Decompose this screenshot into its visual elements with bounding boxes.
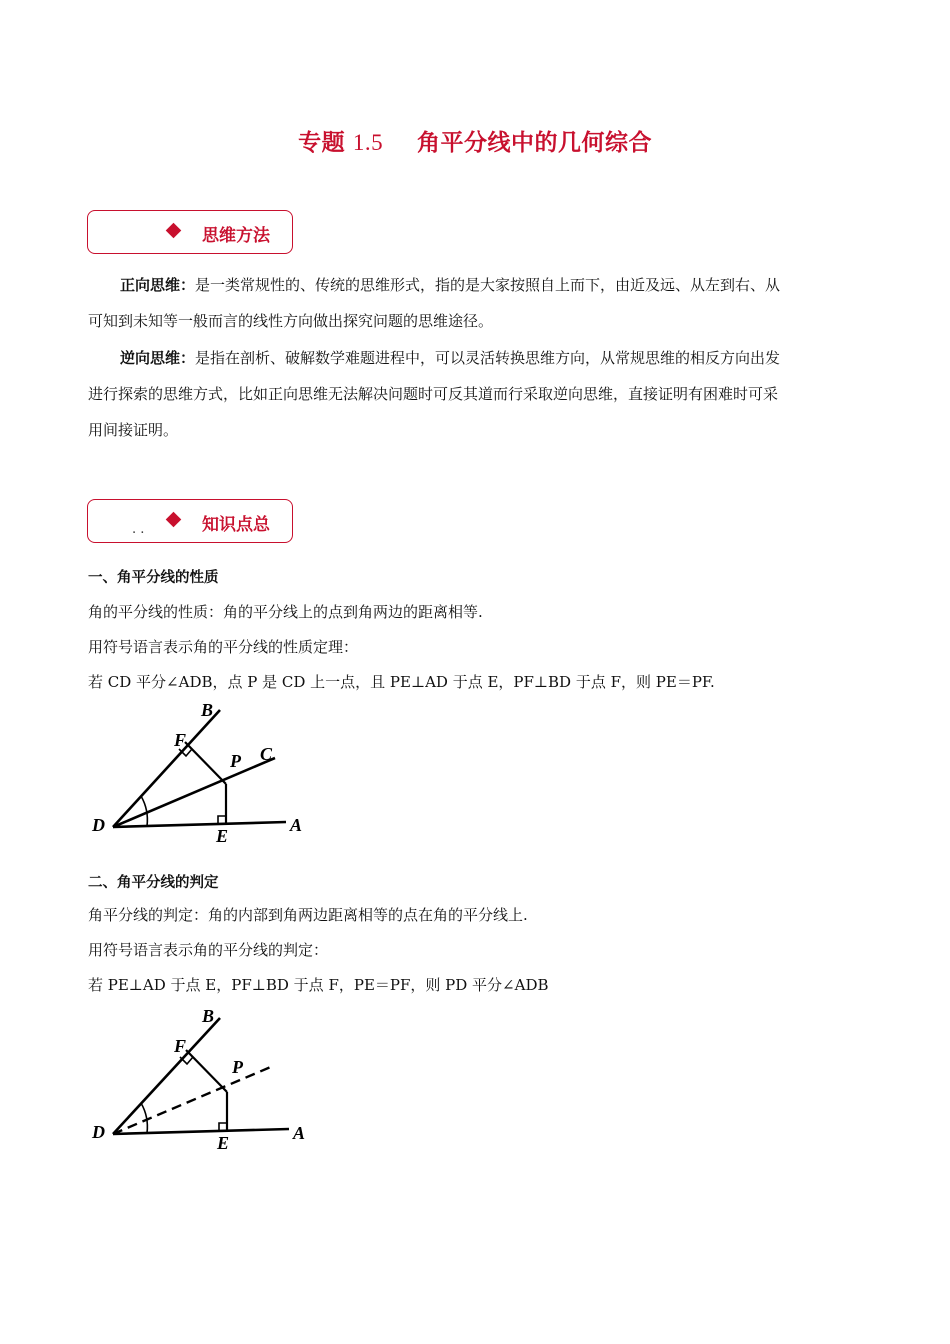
label-F: F <box>174 1036 187 1056</box>
label-P: P <box>230 751 241 771</box>
angle-arc <box>141 1103 147 1133</box>
judgement-line-2: 用符号语言表示角的平分线的判定： <box>88 941 329 959</box>
property-line-2: 用符号语言表示角的平分线的性质定理： <box>88 638 359 656</box>
section-dots: . . <box>132 522 145 537</box>
angle-bisector-property-figure <box>85 700 325 850</box>
ray-DA <box>113 1129 289 1134</box>
diamond-icon <box>166 223 182 239</box>
label-B: B <box>202 1006 215 1026</box>
forward-thinking-paragraph <box>88 267 862 339</box>
property-line-1: 角的平分线的性质：角的平分线上的点到角两边的距离相等. <box>88 603 483 621</box>
label-E: E <box>217 1133 230 1153</box>
section-label: 知识点总 <box>202 515 270 535</box>
property-heading: 一、角平分线的性质 <box>88 570 219 586</box>
reverse-line-3: 用间接证明。 <box>88 421 179 439</box>
forward-term: 正向思维： <box>120 276 196 294</box>
label-B: B <box>201 700 214 720</box>
label-F: F <box>174 730 187 750</box>
title-prefix: 专题 <box>298 130 346 156</box>
label-A: A <box>293 1123 306 1143</box>
page-title <box>0 124 950 157</box>
judgement-heading: 二、角平分线的判定 <box>88 875 219 891</box>
label-D: D <box>92 815 105 835</box>
ray-DA <box>113 822 286 827</box>
reverse-line-1: 是指在剖析、破解数学难题进程中，可以灵活转换思维方向，从常规思维的相反方向出发 <box>195 349 781 367</box>
section-box-thinking-methods <box>87 210 293 254</box>
forward-line-1: 是一类常规性的、传统的思维形式，指的是大家按照自上而下，由近及远、从左到右、从 <box>195 276 781 294</box>
title-number: 1.5 <box>352 130 384 155</box>
reverse-line-2: 进行探索的思维方式，比如正向思维无法解决问题时可反其道而行采取逆向思维，直接证明有困难时可采 <box>88 385 779 403</box>
label-A: A <box>290 815 303 835</box>
label-D: D <box>92 1122 105 1142</box>
angle-arc <box>141 796 147 826</box>
diamond-icon <box>166 512 182 528</box>
label-P: P <box>232 1057 243 1077</box>
forward-line-2: 可知到未知等一般而言的线性方向做出探究问题的思维途径。 <box>88 312 494 330</box>
ray-DB <box>113 710 220 827</box>
dashed-line-DP <box>113 1066 273 1134</box>
judgement-line-3: 若 PE⊥AD 于点 E，PF⊥BD 于点 F，PE＝PF，则 PD 平分∠ADB <box>88 976 549 994</box>
title-text: 角平分线中的几何综合 <box>416 130 652 156</box>
label-C: C <box>260 744 273 764</box>
ray-DC <box>113 758 275 827</box>
ray-DB <box>113 1018 220 1134</box>
reverse-term: 逆向思维： <box>120 349 196 367</box>
segment-PF <box>186 1050 227 1092</box>
reverse-thinking-paragraph <box>88 340 862 448</box>
angle-bisector-judgement-figure <box>85 1006 325 1156</box>
section-label: 思维方法 <box>202 226 270 246</box>
segment-PF <box>185 742 226 784</box>
label-E: E <box>216 826 229 846</box>
judgement-line-1: 角平分线的判定：角的内部到角两边距离相等的点在角的平分线上. <box>88 906 528 924</box>
property-line-3: 若 CD 平分∠ADB，点 P 是 CD 上一点，且 PE⊥AD 于点 E，PF⊥BD 于点 F，则 PE＝PF. <box>88 673 715 691</box>
section-box-knowledge-points <box>87 499 293 543</box>
